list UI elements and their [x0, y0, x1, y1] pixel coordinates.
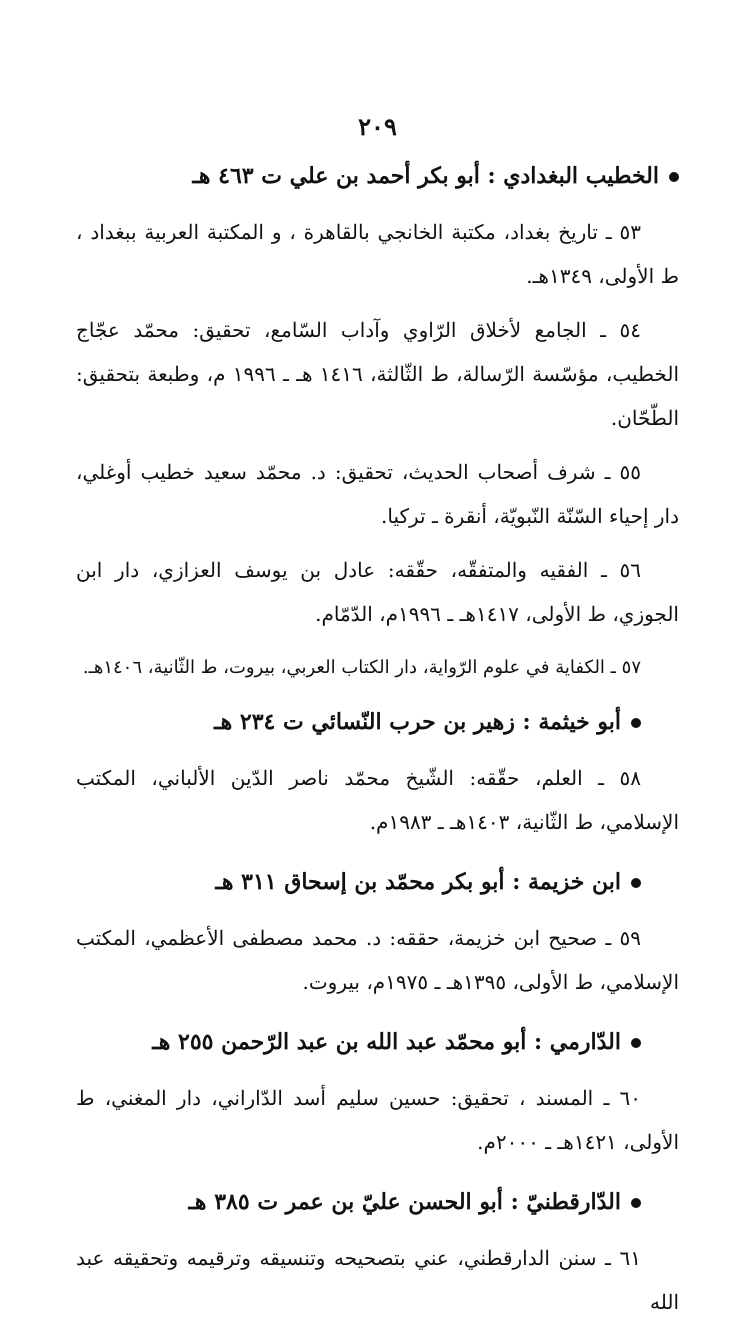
bibliography-entry: ٥٩ ـ صحيح ابن خزيمة، حققه: د. محمد مصطفى الأعظمي، المكتب الإسلامي، ط الأولى، ١٣٩٥هـ ـ ١٩٧٥م، بيروت. [76, 926, 679, 994]
bibliography-entry: ٥٧ ـ الكفاية في علوم الرّواية، دار الكتاب العربي، بيروت، ط الثّانية، ١٤٠٦هـ. [82, 657, 641, 678]
section-heading: أبو خيثمة : زهير بن حرب النّسائي ت ٢٣٤ هـ [76, 694, 679, 750]
section-heading: الخطيب البغدادي : أبو بكر أحمد بن علي ت ٤٦٣ هـ [76, 148, 679, 204]
section-heading: الدّارقطنيّ : أبو الحسن عليّ بن عمر ت ٣٨٥ هـ [76, 1174, 679, 1230]
bullet-icon [631, 718, 641, 728]
section-heading: الدّارمي : أبو محمّد عبد الله بن عبد الرّحمن ٢٥٥ هـ [76, 1014, 679, 1070]
page-number: ٢٠٩ [358, 112, 397, 141]
bibliography-entry: ٥٦ ـ الفقيه والمتفقّه، حقّقه: عادل بن يوسف العزازي، دار ابن الجوزي، ط الأولى، ١٤١٧هـ ـ ١٩٩٦م، الدّمّام. [76, 558, 679, 626]
bibliography-list [76, 148, 679, 1326]
bullet-icon [631, 1038, 641, 1048]
bibliography-entry: ٦١ ـ سنن الدارقطني، عني بتصحيحه وتنسيقه وترقيمه وتحقيقه عبد الله [76, 1246, 679, 1314]
section-heading: ابن خزيمة : أبو بكر محمّد بن إسحاق ٣١١ هـ [76, 854, 679, 910]
bullet-icon [631, 878, 641, 888]
bullet-icon [669, 172, 679, 182]
bibliography-entry: ٥٨ ـ العلم، حقّقه: الشّيخ محمّد ناصر الدّين الألباني، المكتب الإسلامي، ط الثّانية، ١٤٠٣هـ ـ ١٩٨٣م. [76, 766, 679, 834]
bibliography-entry: ٥٣ ـ تاريخ بغداد، مكتبة الخانجي بالقاهرة ، و المكتبة العربية ببغداد ، ط الأولى، ١٣٤٩هـ. [76, 220, 679, 288]
bibliography-entry: ٥٤ ـ الجامع لأخلاق الرّاوي وآداب السّامع، تحقيق: محمّد عجّاج الخطيب، مؤسّسة الرّسالة، ط الثّالثة، ١٤١٦ هـ ـ ١٩٩٦ م، وطبعة بتحقيق: الطّحّان. [76, 318, 679, 430]
bullet-icon [631, 1198, 641, 1208]
bibliography-entry: ٦٠ ـ المسند ، تحقيق: حسين سليم أسد الدّاراني، دار المغني، ط الأولى، ١٤٢١هـ ـ ٢٠٠٠م. [76, 1086, 679, 1154]
bibliography-entry: ٥٥ ـ شرف أصحاب الحديث، تحقيق: د. محمّد سعيد خطيب أوغلي، دار إحياء السّنّة النّبويّة، أنقرة ـ تركيا. [76, 460, 679, 528]
